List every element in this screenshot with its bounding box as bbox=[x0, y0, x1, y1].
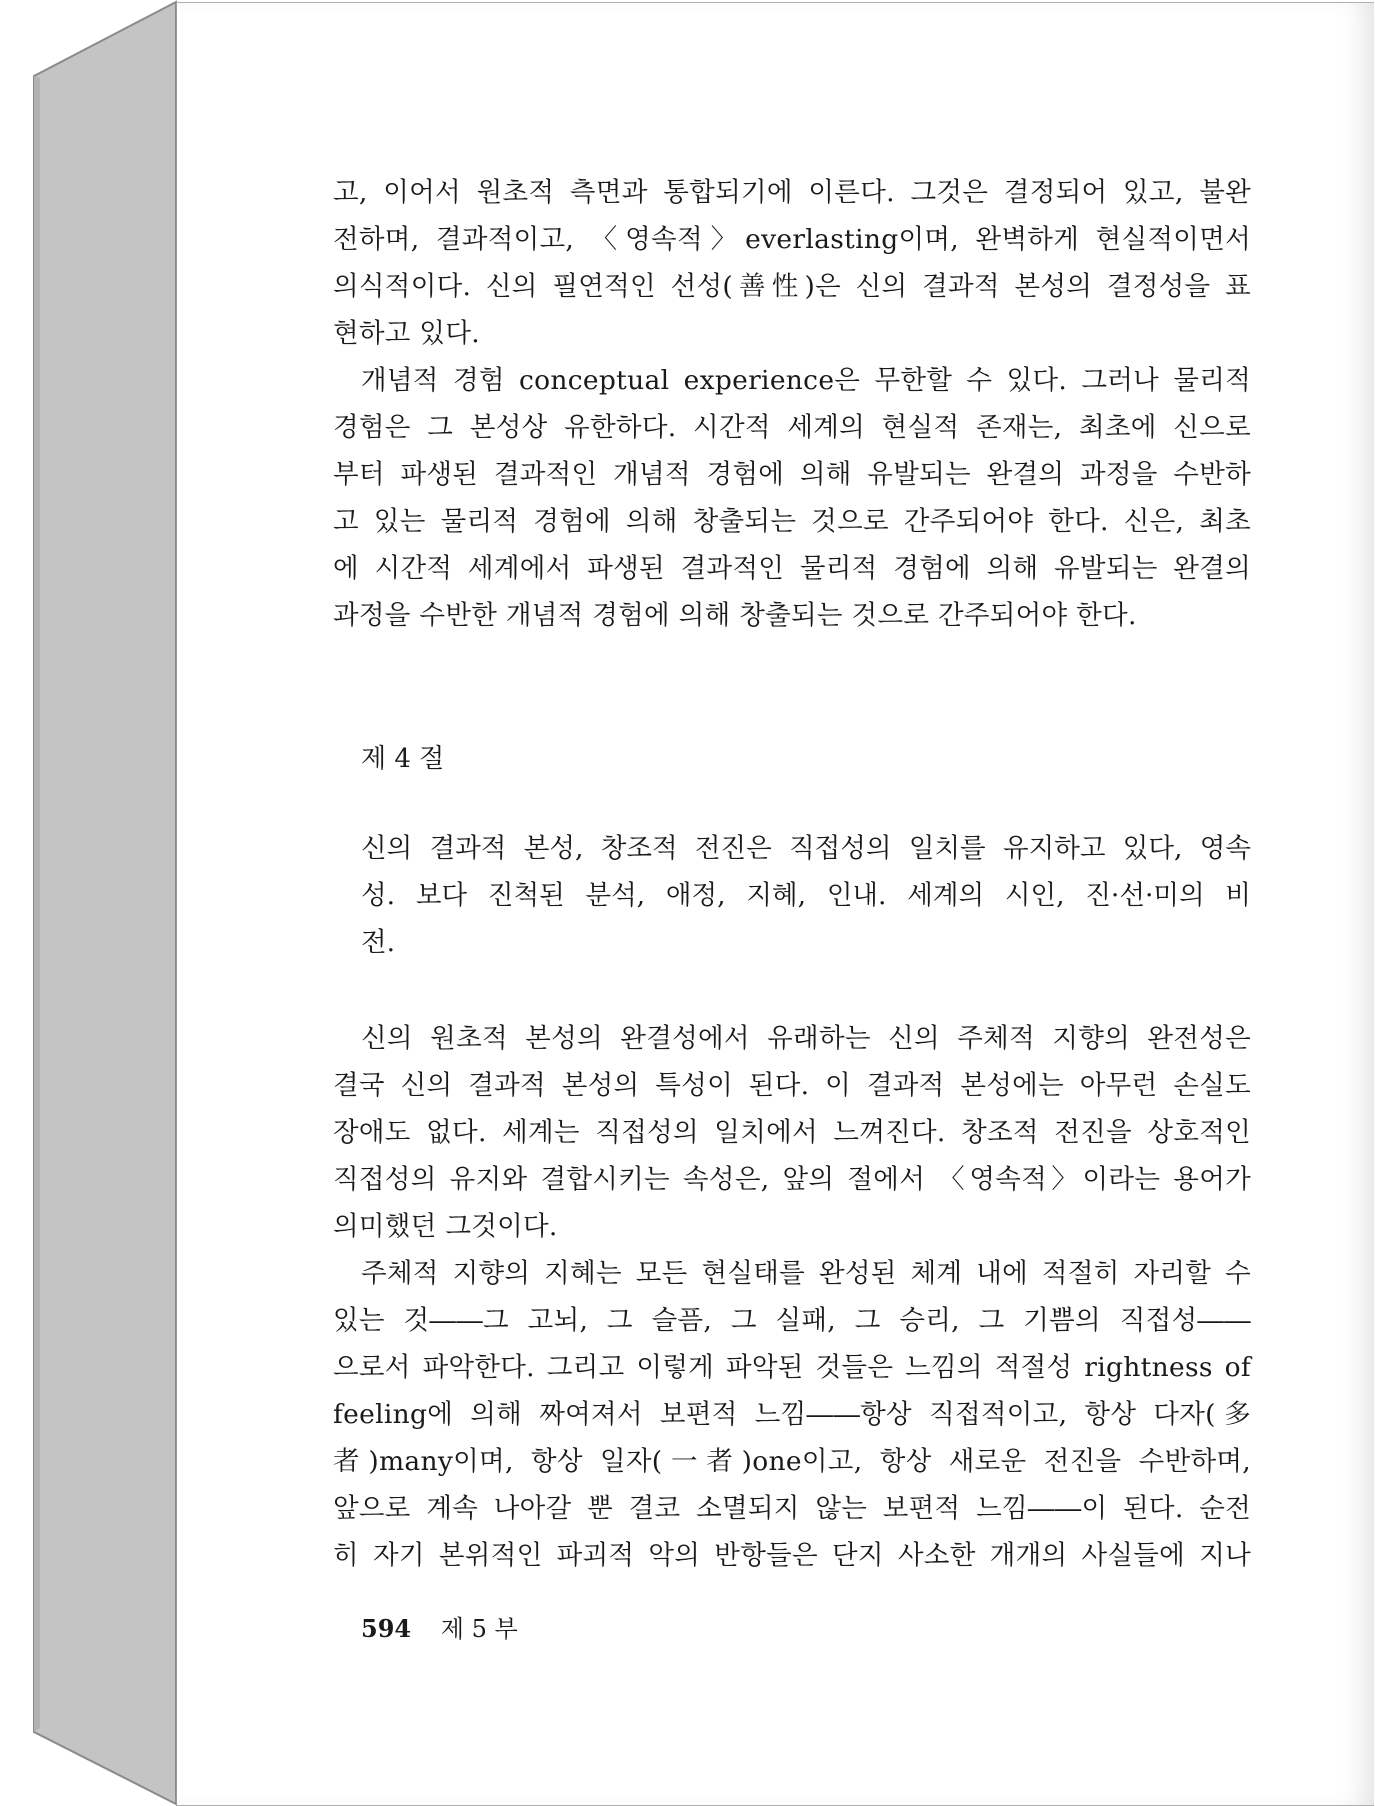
text-line: 앞으로 계속 나아갈 뿐 결코 소멸되지 않는 보편적 느낌――이 된다. 순전 bbox=[333, 1493, 1251, 1524]
text-line: 직접성의 유지와 결합시키는 속성은, 앞의 절에서 〈영속적〉이라는 용어가 bbox=[333, 1164, 1251, 1195]
text-line: 결국 신의 결과적 본성의 특성이 된다. 이 결과적 본성에는 아무런 손실도 bbox=[333, 1070, 1251, 1101]
page-footer bbox=[361, 1609, 518, 1649]
text-line: 者)many이며, 항상 일자(一者)one이고, 항상 새로운 전진을 수반하며, bbox=[333, 1446, 1251, 1477]
text-line: 현하고 있다. bbox=[333, 318, 480, 349]
text-line: 주체적 지향의 지혜는 모든 현실태를 완성된 체계 내에 적절히 자리할 수 bbox=[361, 1258, 1251, 1289]
text-line: 으로서 파악한다. 그리고 이렇게 파악된 것들은 느낌의 적절성 rightness of bbox=[333, 1352, 1251, 1383]
text-line: 에 시간적 세계에서 파생된 결과적인 물리적 경험에 의해 유발되는 완결의 bbox=[333, 553, 1251, 584]
page-number: 594 bbox=[361, 1614, 412, 1643]
text-line: 전. bbox=[361, 927, 396, 958]
spine-edge bbox=[34, 76, 40, 1732]
text-line: 부터 파생된 결과적인 개념적 경험에 의해 유발되는 완결의 과정을 수반하 bbox=[333, 459, 1251, 490]
text-line: 의미했던 그것이다. bbox=[333, 1211, 558, 1242]
part-label: 제 5 부 bbox=[440, 1615, 518, 1643]
text-line: 고, 이어서 원초적 측면과 통합되기에 이른다. 그것은 결정되어 있고, 불완 bbox=[333, 177, 1251, 208]
text-line: 의식적이다. 신의 필연적인 선성(善性)은 신의 결과적 본성의 결정성을 표 bbox=[333, 271, 1251, 302]
text-line: 있는 것――그 고뇌, 그 슬픔, 그 실패, 그 승리, 그 기쁨의 직접성―― bbox=[333, 1305, 1251, 1336]
text-line: 히 자기 본위적인 파괴적 악의 반항들은 단지 사소한 개개의 사실들에 지나 bbox=[333, 1540, 1251, 1571]
text-line: 경험은 그 본성상 유한하다. 시간적 세계의 현실적 존재는, 최초에 신으로 bbox=[333, 412, 1251, 443]
text-line: 신의 원초적 본성의 완결성에서 유래하는 신의 주체적 지향의 완전성은 bbox=[361, 1023, 1251, 1054]
text-line: 개념적 경험 conceptual experience은 무한할 수 있다. 그러나 물리적 bbox=[361, 365, 1251, 396]
text-line: 고 있는 물리적 경험에 의해 창출되는 것으로 간주되어야 한다. 신은, 최초 bbox=[333, 506, 1251, 537]
paragraph-3 bbox=[333, 1015, 1251, 1250]
paragraph-4 bbox=[333, 1250, 1251, 1579]
section-summary bbox=[361, 825, 1251, 966]
paragraph-2 bbox=[333, 357, 1251, 639]
book-spine bbox=[0, 0, 180, 1806]
text-line: 성. 보다 진척된 분석, 애정, 지혜, 인내. 세계의 시인, 진·선·미의 비 bbox=[361, 880, 1251, 911]
paragraph-1 bbox=[333, 169, 1251, 357]
book-page bbox=[176, 2, 1374, 1806]
text-line: 전하며, 결과적이고, 〈영속적〉everlasting이며, 완벽하게 현실적이면서 bbox=[333, 224, 1251, 255]
section-heading: 제 4 절 bbox=[361, 744, 445, 774]
text-line: 신의 결과적 본성, 창조적 전진은 직접성의 일치를 유지하고 있다, 영속 bbox=[361, 833, 1251, 864]
text-line: feeling에 의해 짜여져서 보편적 느낌――항상 직접적이고, 항상 다자(多 bbox=[333, 1399, 1251, 1430]
text-line: 장애도 없다. 세계는 직접성의 일치에서 느껴진다. 창조적 전진을 상호적인 bbox=[333, 1117, 1251, 1148]
spine-face bbox=[34, 2, 176, 1804]
text-line: 과정을 수반한 개념적 경험에 의해 창출되는 것으로 간주되어야 한다. bbox=[333, 600, 1137, 631]
